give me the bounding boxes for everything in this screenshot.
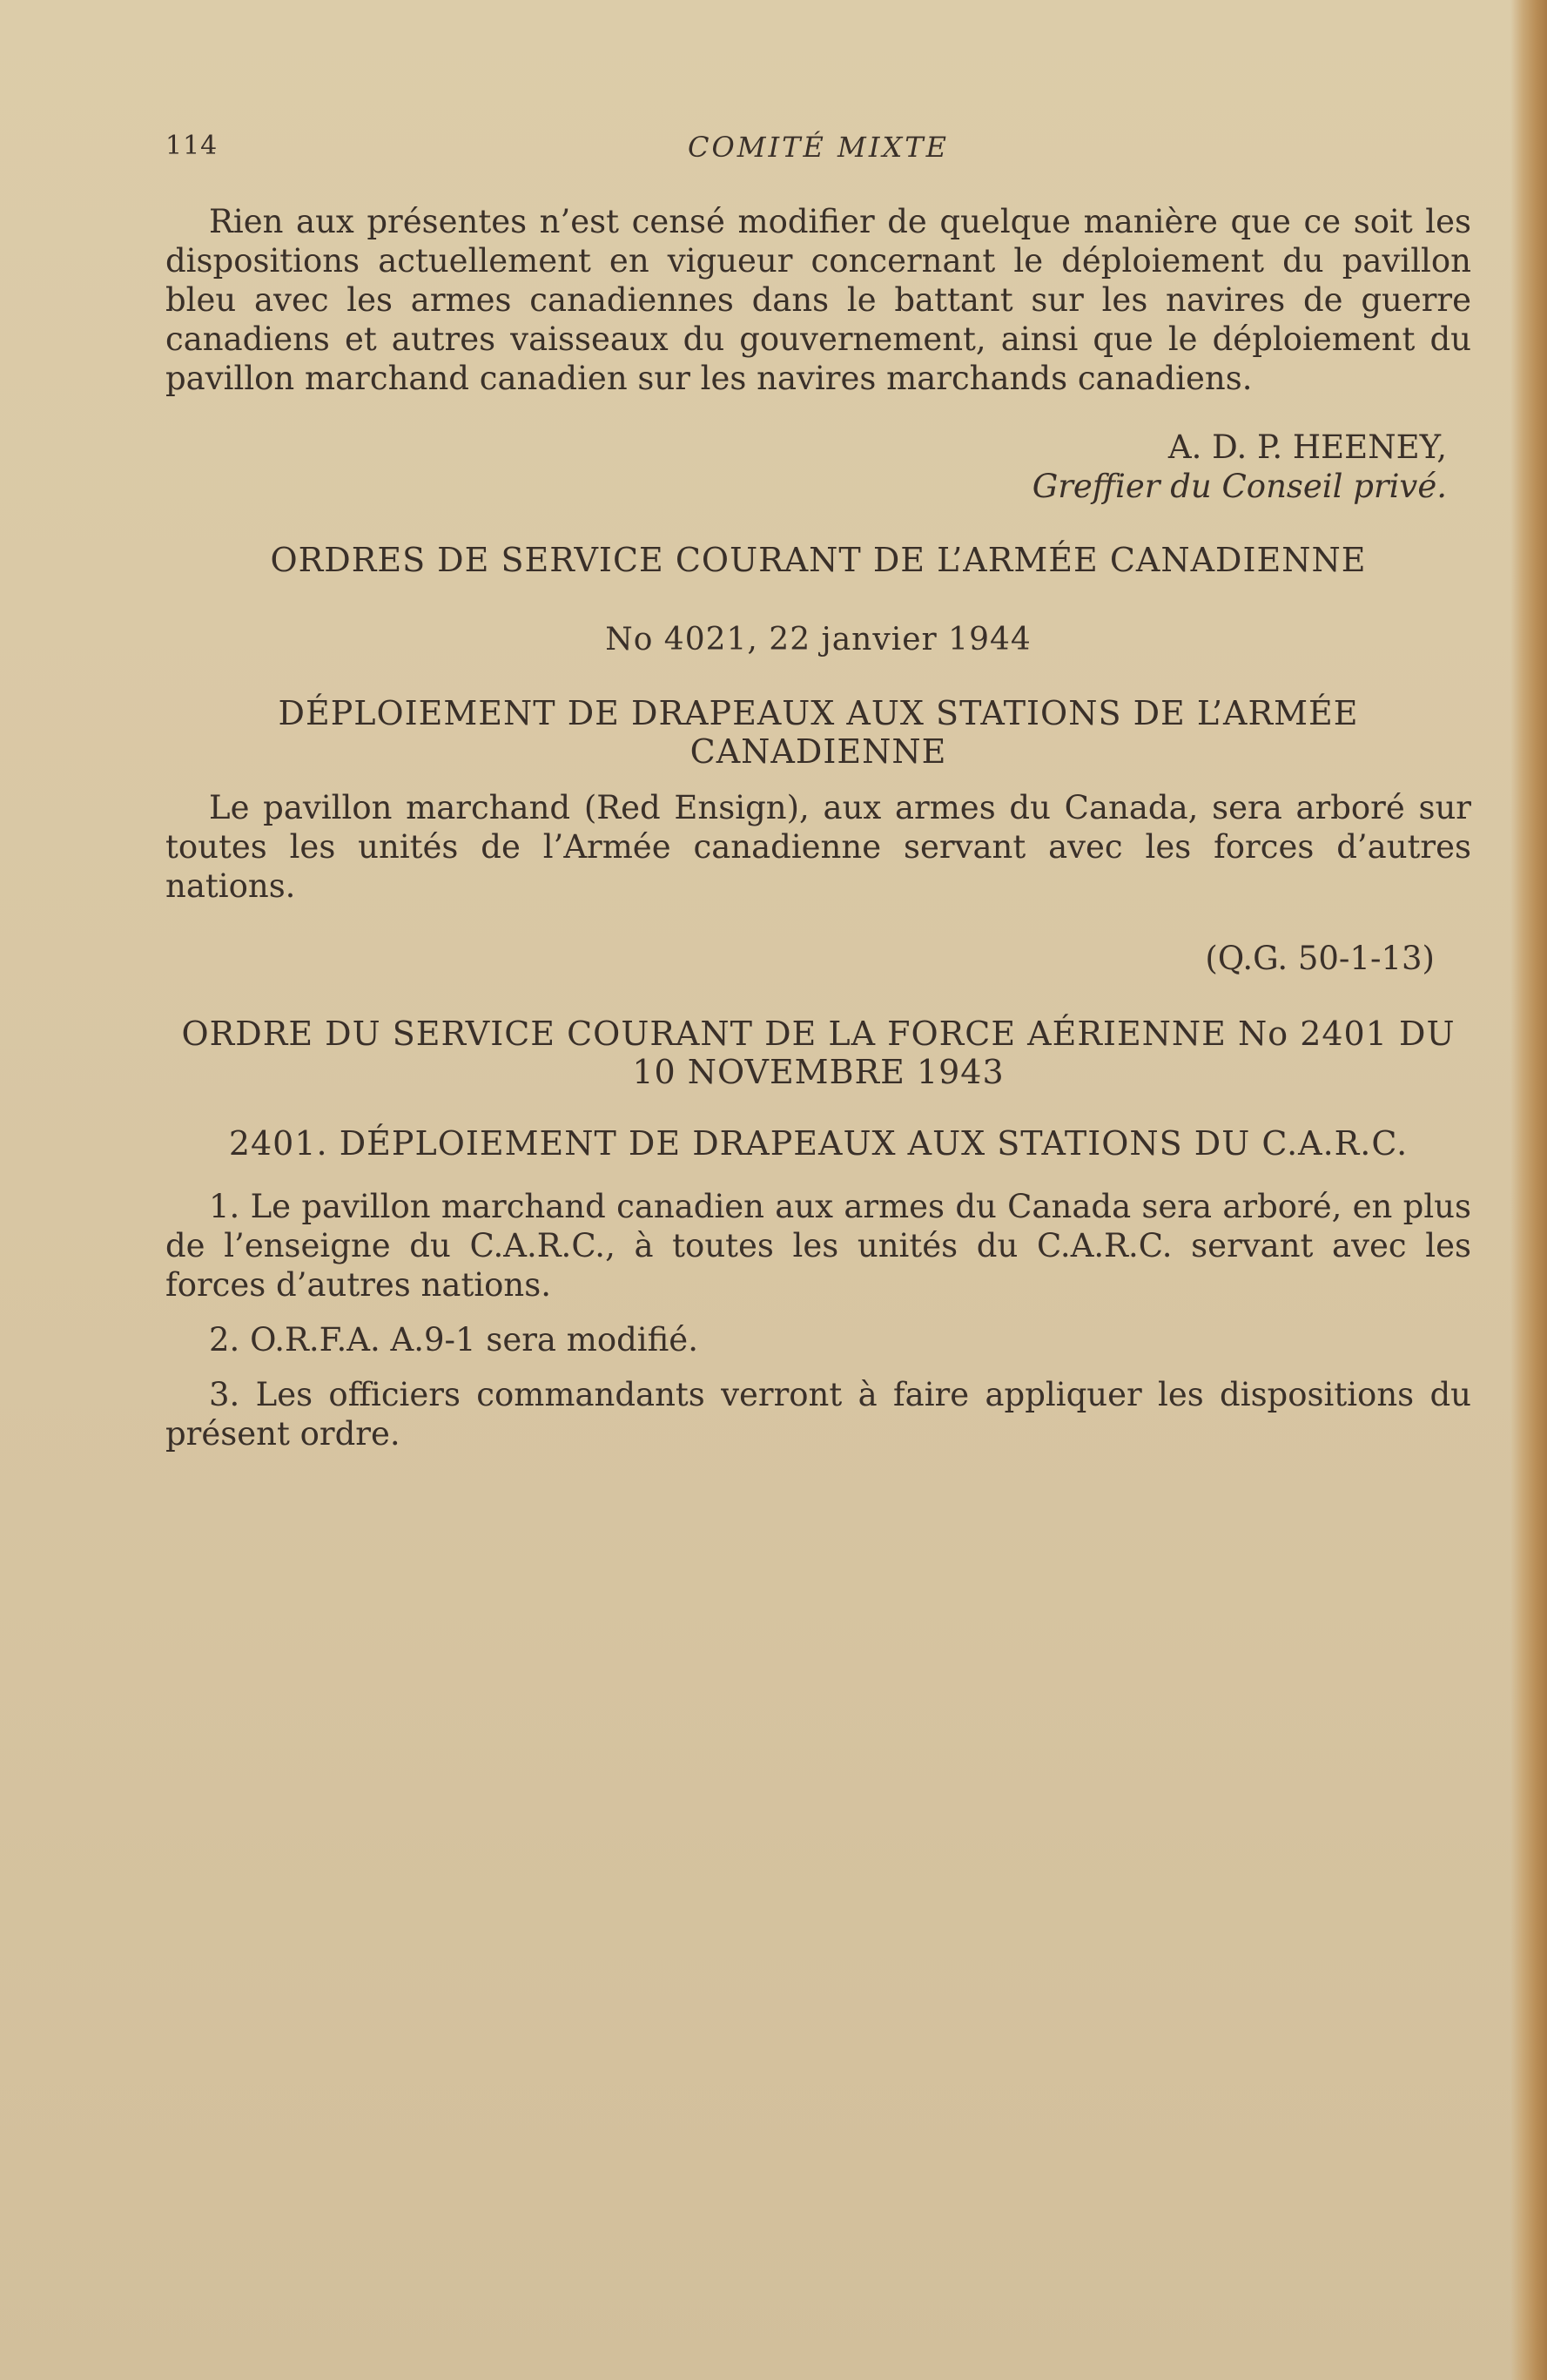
- air-order-subheading: 2401. DÉPLOIEMENT DE DRAPEAUX AUX STATIONS DU C.A.R.C.: [228, 1124, 1409, 1163]
- air-order-item-2: 2. O.R.F.A. A.9-1 sera modifié.: [209, 1321, 698, 1359]
- army-order-reference: (Q.G. 50-1-13): [1205, 940, 1435, 977]
- air-order-item-1: 1. Le pavillon marchand canadien aux armes du Canada sera arboré, en plus de l’enseigne du C.A.R.C., à toutes les unités du C.A.R.C. servant avec les forces d’autres nations.: [165, 1188, 1471, 1304]
- army-order-body: Le pavillon marchand (Red Ensign), aux armes du Canada, sera arboré sur toutes les unités de l’Armée canadienne servant avec les forces d’autres nations.: [165, 789, 1471, 905]
- signature-name: A. D. P. HEENEY,: [1167, 428, 1447, 466]
- intro-paragraph: Rien aux présentes n’est censé modifier de quelque manière que ce soit les dispositions actuellement en vigueur concernant le déploiement du pavillon bleu avec les armes canadiennes dans le battant sur les navires de guerre canadiens et autres vaisseaux du gouvernement, ainsi que le déploiement du pavillon marchand canadien sur les navires marchands canadiens.: [165, 203, 1471, 397]
- air-order-heading: ORDRE DU SERVICE COURANT DE LA FORCE AÉRIENNE No 2401 DU 10 NOVEMBRE 1943: [181, 1015, 1456, 1091]
- signature-title: Greffier du Conseil privé.: [1032, 468, 1447, 505]
- army-order-number-date: No 4021, 22 janvier 1944: [605, 622, 1032, 657]
- page-edge: [1510, 0, 1547, 2380]
- army-order-heading: ORDRES DE SERVICE COURANT DE L’ARMÉE CANADIENNE: [270, 541, 1367, 579]
- army-order-subheading: DÉPLOIEMENT DE DRAPEAUX AUX STATIONS DE L’ARMÉE CANADIENNE: [278, 694, 1359, 771]
- text-column: [165, 131, 1471, 1453]
- running-head: [165, 131, 1471, 172]
- signature-block: [165, 428, 1471, 506]
- air-order-item-3: 3. Les officiers commandants verront à faire appliquer les dispositions du présent ordre.: [165, 1376, 1471, 1453]
- running-title: COMITÉ MIXTE: [688, 131, 949, 164]
- page-number: 114: [165, 131, 219, 161]
